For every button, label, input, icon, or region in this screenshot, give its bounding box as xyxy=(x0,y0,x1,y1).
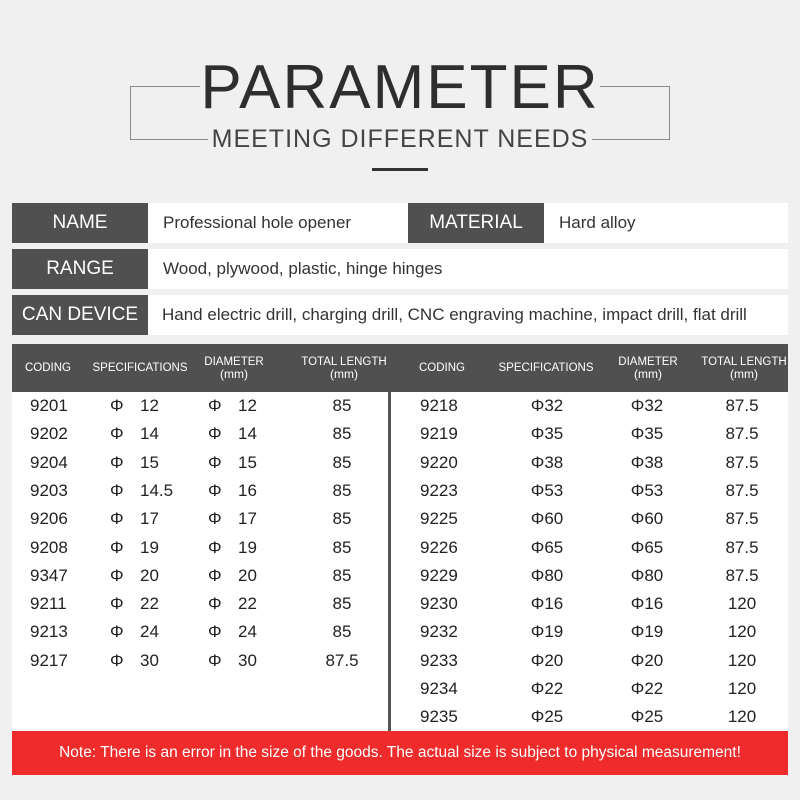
length-cell: 85 xyxy=(332,509,352,529)
diameter-cell: 14 xyxy=(238,424,257,444)
length-unit: (mm) xyxy=(330,367,358,381)
col-spec-left: SPECIFICATIONS xyxy=(92,362,188,374)
length-cell: 85 xyxy=(332,452,352,472)
length-cell: 120 xyxy=(727,650,757,670)
title-underline xyxy=(372,168,428,171)
length-cell: 85 xyxy=(332,622,352,642)
diameter-cell: 15 xyxy=(238,452,257,472)
length-cell: 87.5 xyxy=(725,537,759,557)
phi-symbol: Φ xyxy=(208,594,222,614)
info-row-name xyxy=(12,203,788,243)
code-cell: 9229 xyxy=(420,565,458,585)
col-coding-left: CODING xyxy=(25,362,71,374)
spec-cell: 22 xyxy=(140,594,159,614)
col-diameter-right xyxy=(612,344,684,392)
table-row xyxy=(12,703,788,731)
spec-cell: Φ35 xyxy=(530,424,564,444)
spec-cell: Φ19 xyxy=(530,622,564,642)
length-cell: 85 xyxy=(332,396,352,415)
device-value: Hand electric drill, charging drill, CNC engraving machine, impact drill, flat drill xyxy=(162,305,747,324)
length-label: TOTAL LENGTH xyxy=(701,356,787,368)
code-cell: 9226 xyxy=(420,537,458,557)
code-cell: 9206 xyxy=(30,509,68,529)
diameter-cell: 17 xyxy=(238,509,257,529)
spec-cell: 24 xyxy=(140,622,159,642)
range-label: RANGE xyxy=(12,249,148,289)
spec-cell: 30 xyxy=(140,650,159,670)
page-title: PARAMETER xyxy=(200,53,600,122)
spec-cell: Φ65 xyxy=(530,537,564,557)
diameter-cell: 22 xyxy=(238,594,257,614)
code-cell: 9201 xyxy=(30,396,68,415)
length-cell: 120 xyxy=(727,594,757,614)
table-row xyxy=(12,449,788,477)
diameter-cell: Φ60 xyxy=(630,509,664,529)
diameter-cell: 12 xyxy=(238,396,257,415)
code-cell: 9219 xyxy=(420,424,458,444)
spec-cell: 17 xyxy=(140,509,159,529)
length-cell: 87.5 xyxy=(725,424,759,444)
code-cell: 9230 xyxy=(420,594,458,614)
spec-cell: Φ38 xyxy=(530,452,564,472)
col-diameter-left xyxy=(198,344,270,392)
spec-cell: 20 xyxy=(140,565,159,585)
spec-cell: Φ80 xyxy=(530,565,564,585)
code-cell: 9208 xyxy=(30,537,68,557)
phi-symbol: Φ xyxy=(110,650,124,670)
spec-cell: 12 xyxy=(140,396,159,415)
phi-symbol: Φ xyxy=(208,565,222,585)
diameter-cell: 30 xyxy=(238,650,257,670)
length-cell: 87.5 xyxy=(325,650,359,670)
table-row xyxy=(12,477,788,505)
diameter-cell: Φ25 xyxy=(630,707,664,727)
length-cell: 120 xyxy=(727,707,757,727)
spec-cell: 19 xyxy=(140,537,159,557)
table-row xyxy=(12,420,788,448)
col-coding-right: CODING xyxy=(419,362,465,374)
material-label: MATERIAL xyxy=(408,203,544,243)
diameter-cell: 16 xyxy=(238,480,257,500)
name-label: NAME xyxy=(12,203,148,243)
spec-cell: Φ60 xyxy=(530,509,564,529)
length-unit: (mm) xyxy=(730,367,758,381)
diameter-unit: (mm) xyxy=(634,367,662,381)
table-row xyxy=(12,534,788,562)
phi-symbol: Φ xyxy=(208,396,222,415)
code-cell: 9218 xyxy=(420,396,458,415)
spec-cell: Φ25 xyxy=(530,707,564,727)
length-cell: 120 xyxy=(727,679,757,698)
length-cell: 120 xyxy=(727,622,757,642)
spec-cell: Φ22 xyxy=(530,679,564,698)
length-cell: 85 xyxy=(332,424,352,444)
note-banner: Note: There is an error in the size of the goods. The actual size is subject to physical measurement! xyxy=(12,731,788,775)
table-body xyxy=(12,392,788,731)
phi-symbol: Φ xyxy=(110,537,124,557)
phi-symbol: Φ xyxy=(208,622,222,642)
code-cell: 9234 xyxy=(420,679,458,698)
diameter-cell: Φ38 xyxy=(630,452,664,472)
code-cell: 9203 xyxy=(30,480,68,500)
header xyxy=(0,0,800,200)
code-cell: 9204 xyxy=(30,452,68,472)
spec-cell: Φ20 xyxy=(530,650,564,670)
frame-line-top-left xyxy=(130,86,200,87)
phi-symbol: Φ xyxy=(110,594,124,614)
table-row xyxy=(12,675,788,703)
phi-symbol: Φ xyxy=(208,650,222,670)
diameter-unit: (mm) xyxy=(220,367,248,381)
phi-symbol: Φ xyxy=(208,424,222,444)
diameter-cell: Φ65 xyxy=(630,537,664,557)
diameter-cell: Φ22 xyxy=(630,679,664,698)
length-cell: 87.5 xyxy=(725,565,759,585)
length-cell: 85 xyxy=(332,565,352,585)
length-label: TOTAL LENGTH xyxy=(301,356,387,368)
diameter-label: DIAMETER xyxy=(204,356,264,368)
phi-symbol: Φ xyxy=(208,452,222,472)
name-value: Professional hole opener xyxy=(163,213,352,232)
col-length-right xyxy=(698,344,790,392)
table-row xyxy=(12,505,788,533)
code-cell: 9202 xyxy=(30,424,68,444)
diameter-cell: Φ53 xyxy=(630,480,664,500)
code-cell: 9232 xyxy=(420,622,458,642)
spec-cell: 14.5 xyxy=(140,480,174,500)
table-row xyxy=(12,392,788,420)
spec-cell: Φ16 xyxy=(530,594,564,614)
code-cell: 9213 xyxy=(30,622,68,642)
col-spec-right: SPECIFICATIONS xyxy=(498,362,594,374)
phi-symbol: Φ xyxy=(110,396,124,415)
table-row xyxy=(12,647,788,675)
code-cell: 9217 xyxy=(30,650,68,670)
length-cell: 85 xyxy=(332,594,352,614)
spec-cell: Φ32 xyxy=(530,396,564,415)
diameter-cell: Φ20 xyxy=(630,650,664,670)
table-row xyxy=(12,590,788,618)
code-cell: 9223 xyxy=(420,480,458,500)
diameter-label: DIAMETER xyxy=(618,356,678,368)
table-row xyxy=(12,562,788,590)
phi-symbol: Φ xyxy=(110,452,124,472)
phi-symbol: Φ xyxy=(208,480,222,500)
page-subtitle: MEETING DIFFERENT NEEDS xyxy=(211,125,589,153)
material-value: Hard alloy xyxy=(559,213,636,232)
diameter-cell: 24 xyxy=(238,622,257,642)
phi-symbol: Φ xyxy=(208,537,222,557)
length-cell: 87.5 xyxy=(725,509,759,529)
code-cell: 9235 xyxy=(420,707,458,727)
diameter-cell: 19 xyxy=(238,537,257,557)
code-cell: 9347 xyxy=(30,565,68,585)
info-row-range xyxy=(12,249,788,289)
length-cell: 87.5 xyxy=(725,480,759,500)
length-cell: 87.5 xyxy=(725,396,759,415)
length-cell: 85 xyxy=(332,537,352,557)
table-row xyxy=(12,618,788,646)
code-cell: 9211 xyxy=(30,594,67,614)
frame-line-top-right xyxy=(600,86,670,87)
phi-symbol: Φ xyxy=(110,565,124,585)
code-cell: 9233 xyxy=(420,650,458,670)
spec-cell: 15 xyxy=(140,452,159,472)
diameter-cell: Φ80 xyxy=(630,565,664,585)
phi-symbol: Φ xyxy=(208,509,222,529)
diameter-cell: Φ35 xyxy=(630,424,664,444)
code-cell: 9220 xyxy=(420,452,458,472)
phi-symbol: Φ xyxy=(110,622,124,642)
diameter-cell: Φ32 xyxy=(630,396,664,415)
device-label: CAN DEVICE xyxy=(12,295,148,335)
spec-cell: Φ53 xyxy=(530,480,564,500)
phi-symbol: Φ xyxy=(110,509,124,529)
col-length-left xyxy=(296,344,392,392)
diameter-cell: 20 xyxy=(238,565,257,585)
table-header xyxy=(12,344,788,392)
diameter-cell: Φ16 xyxy=(630,594,664,614)
range-value: Wood, plywood, plastic, hinge hinges xyxy=(163,259,443,278)
code-cell: 9225 xyxy=(420,509,458,529)
phi-symbol: Φ xyxy=(110,424,124,444)
length-cell: 87.5 xyxy=(725,452,759,472)
diameter-cell: Φ19 xyxy=(630,622,664,642)
spec-cell: 14 xyxy=(140,424,159,444)
info-row-device xyxy=(12,295,788,335)
phi-symbol: Φ xyxy=(110,480,124,500)
length-cell: 85 xyxy=(332,480,352,500)
